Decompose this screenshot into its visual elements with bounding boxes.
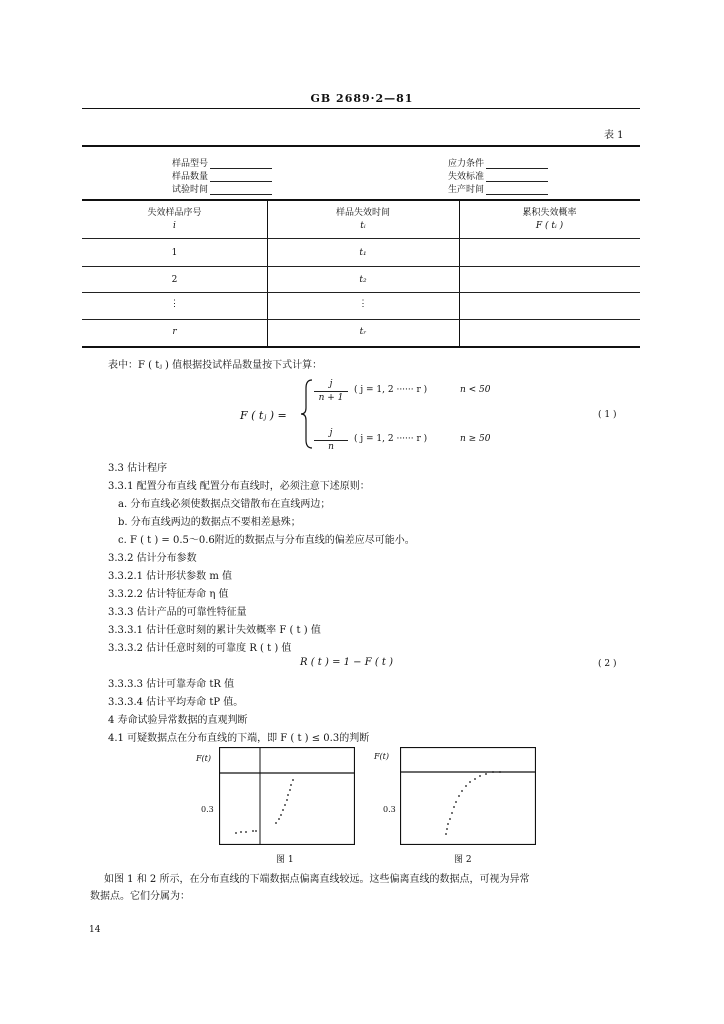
formula-brace	[300, 378, 314, 450]
table-top-rule	[82, 145, 640, 147]
case2-condition: n ≥ 50	[460, 434, 491, 444]
heading-3-3-3-4: 3.3.3.4 估计平均寿命 tP 值。	[108, 697, 244, 708]
case2-denominator: n	[328, 442, 334, 452]
row-rule	[82, 266, 640, 267]
figure-1-plot	[219, 747, 355, 845]
col-header-probability	[459, 207, 640, 233]
col-symbol: tᵢ	[360, 221, 366, 231]
heading-3-3-2-2: 3.3.2.2 估计特征寿命 η 值	[108, 589, 229, 600]
row-rule	[82, 292, 640, 293]
paragraph-line: 数据点。它们分属为：	[90, 891, 190, 902]
table-header-rule	[82, 199, 640, 201]
formula-intro: 表中：F ( tⱼ ) 值根据投试样品数量按下式计算：	[108, 360, 323, 371]
blank-field	[486, 159, 548, 169]
info-label: 样品型号	[172, 159, 209, 169]
heading-3-3-3-1: 3.3.3.1 估计任意时刻的累计失效概率 F ( t ) 值	[108, 625, 321, 636]
info-label: 生产时间	[448, 185, 485, 195]
row-time: t₂	[359, 275, 367, 285]
row-index: r	[172, 327, 177, 337]
list-item-a: a. 分布直线必须使数据点交错散布在直线两边；	[118, 499, 331, 510]
row-index: 2	[171, 275, 178, 285]
heading-3-3-2: 3.3.2 估计分布参数	[108, 553, 197, 564]
col-header-index	[82, 207, 267, 233]
header-rule	[82, 108, 640, 109]
row-time: t₁	[359, 248, 367, 258]
plot-frame	[220, 748, 355, 845]
case1-numerator: j	[329, 379, 333, 389]
list-item-b: b. 分布直线两边的数据点不要相差悬殊；	[118, 517, 301, 528]
standard-number: GB 2689·2—81	[310, 92, 414, 105]
table-bottom-rule	[82, 346, 640, 348]
col-title: 失效样品序号	[147, 208, 202, 218]
heading-3-3-3-2: 3.3.3.2 估计任意时刻的可靠度 R ( t ) 值	[108, 643, 292, 654]
heading-4: 4 寿命试验异常数据的直观判断	[108, 715, 248, 726]
case1-condition: n < 50	[460, 385, 491, 395]
figure-tick-label: 0.3	[201, 805, 214, 814]
case2-numerator: j	[329, 428, 333, 438]
blank-field	[210, 185, 272, 195]
blank-field	[486, 185, 548, 195]
heading-4-1: 4.1 可疑数据点在分布直线的下端，即 F ( t ) ≤ 0.3的判断	[108, 733, 370, 744]
case2-range: ( j = 1, 2 ······ r )	[354, 434, 428, 444]
heading-3-3-2-1: 3.3.2.1 估计形状参数 m 值	[108, 571, 233, 582]
formula-lhs: F ( tⱼ ) =	[240, 409, 287, 422]
info-label: 失效标准	[448, 172, 485, 182]
case1-denominator: n + 1	[318, 393, 344, 403]
case1-range: ( j = 1, 2 ······ r )	[354, 385, 428, 395]
blank-field	[210, 159, 272, 169]
row-time: tᵣ	[359, 327, 367, 337]
figure-2-plot	[400, 747, 536, 845]
row-rule	[82, 319, 640, 320]
blank-field	[486, 172, 548, 182]
formula-2: R ( t ) = 1 − F ( t )	[300, 657, 394, 668]
heading-3-3-3-3: 3.3.3.3 估计可靠寿命 tR 值	[108, 679, 235, 690]
col-title: 累积失效概率	[522, 208, 577, 218]
col-symbol: i	[173, 221, 176, 231]
row-rule	[82, 238, 640, 239]
info-label: 样品数量	[172, 172, 209, 182]
figure-caption: 图 1	[276, 855, 294, 865]
info-label: 试验时间	[172, 185, 209, 195]
equation-number: ( 2 )	[598, 659, 617, 669]
fraction-bar	[314, 440, 348, 441]
page-number: 14	[89, 925, 101, 935]
info-label: 应力条件	[448, 159, 485, 169]
list-item-c: c. F ( t ) = 0.5～0.6附近的数据点与分布直线的偏差应尽可能小。	[118, 535, 415, 546]
row-time: ⋮	[358, 299, 368, 309]
col-title: 样品失效时间	[335, 208, 390, 218]
figure-tick-label: 0.3	[383, 805, 396, 814]
row-index: 1	[171, 248, 178, 258]
data-points	[235, 779, 294, 834]
figure-caption: 图 2	[454, 855, 472, 865]
heading-3-3-1: 3.3.1 配置分布直线 配置分布直线时，必须注意下述原则：	[108, 481, 370, 492]
heading-3-3: 3.3 估计程序	[108, 463, 168, 474]
table-label: 表 1	[604, 130, 624, 141]
data-points	[445, 771, 501, 835]
col-symbol: F ( tᵢ )	[535, 221, 564, 231]
blank-field	[210, 172, 272, 182]
heading-3-3-3: 3.3.3 估计产品的可靠性特征量	[108, 607, 247, 618]
col-header-time	[267, 207, 459, 233]
fraction-bar	[314, 391, 348, 392]
figure-axis-label: F(t)	[374, 752, 390, 761]
paragraph-line: 如图 1 和 2 所示，在分布直线的下端数据点偏离直线较远。这些偏离直线的数据点，可视为异常	[104, 874, 530, 885]
plot-frame	[401, 748, 536, 845]
figure-axis-label: F(t)	[196, 754, 212, 763]
equation-number: ( 1 )	[598, 410, 617, 420]
row-index: ⋮	[170, 299, 179, 309]
